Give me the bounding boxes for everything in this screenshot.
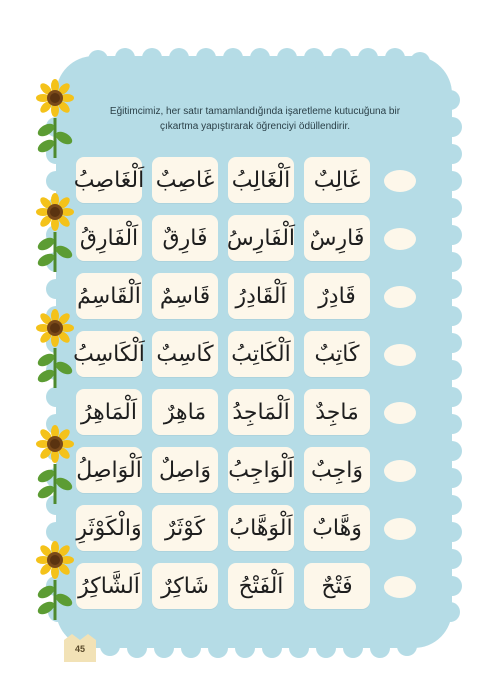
word-card: اَلْوَهَّابُ [228,505,294,551]
word-card: اَلْغَالِبُ [228,157,294,203]
word-card: اَلْكَاسِبُ [76,331,142,377]
word-card: فَتْحٌ [304,563,370,609]
word-card: وَاصِلٌ [152,447,218,493]
word-card: فَارِسٌ [304,215,370,261]
sticker-oval[interactable] [384,286,416,308]
sticker-oval[interactable] [384,576,416,598]
word-card: اَلْفَارِقُ [76,215,142,261]
sunflower-icon [32,424,78,504]
word-card: فَارِقٌ [152,215,218,261]
sticker-oval[interactable] [384,460,416,482]
word-card: كَاتِبٌ [304,331,370,377]
word-card: اَلشَّاكِرُ [76,563,142,609]
sunflower-icon [32,308,78,388]
sunflower-icon [32,540,78,620]
word-card: اَلْفَارِسُ [228,215,294,261]
sticker-oval[interactable] [384,170,416,192]
word-card: قَاسِمٌ [152,273,218,319]
word-card: كَاسِبٌ [152,331,218,377]
word-card: مَاجِدٌ [304,389,370,435]
word-card: غَالِبٌ [304,157,370,203]
word-card: اَلْفَتْحُ [228,563,294,609]
word-card: اَلْمَاهِرُ [76,389,142,435]
word-card: وَهَّابٌ [304,505,370,551]
word-card: قَادِرٌ [304,273,370,319]
instruction-text: Eğitimcimiz, her satır tamamlandığında işaretleme kutucuğuna bir çıkartma yapıştırarak öğrenciyi ödüllendirir. [109,106,401,132]
word-card: وَالْكَوْثَرِ [76,505,142,551]
sunflower-icon [32,192,78,272]
sticker-oval[interactable] [384,518,416,540]
word-card: اَلْوَاصِلُ [76,447,142,493]
sunflower-icon [32,78,78,158]
sticker-oval[interactable] [384,344,416,366]
word-card: وَاجِبٌ [304,447,370,493]
word-card: اَلْغَاصِبُ [76,157,142,203]
word-card: غَاصِبٌ [152,157,218,203]
page-number: 45 [74,644,85,654]
sticker-oval[interactable] [384,228,416,250]
word-card: اَلْوَاجِبُ [228,447,294,493]
word-card: كَوْثَرٌ [152,505,218,551]
word-card: اَلْكَاتِبُ [228,331,294,377]
word-card: اَلْقَادِرُ [228,273,294,319]
word-card: اَلْمَاجِدُ [228,389,294,435]
word-card: اَلْقَاسِمُ [76,273,142,319]
word-card: شَاكِرٌ [152,563,218,609]
word-card: مَاهِرٌ [152,389,218,435]
sticker-oval[interactable] [384,402,416,424]
